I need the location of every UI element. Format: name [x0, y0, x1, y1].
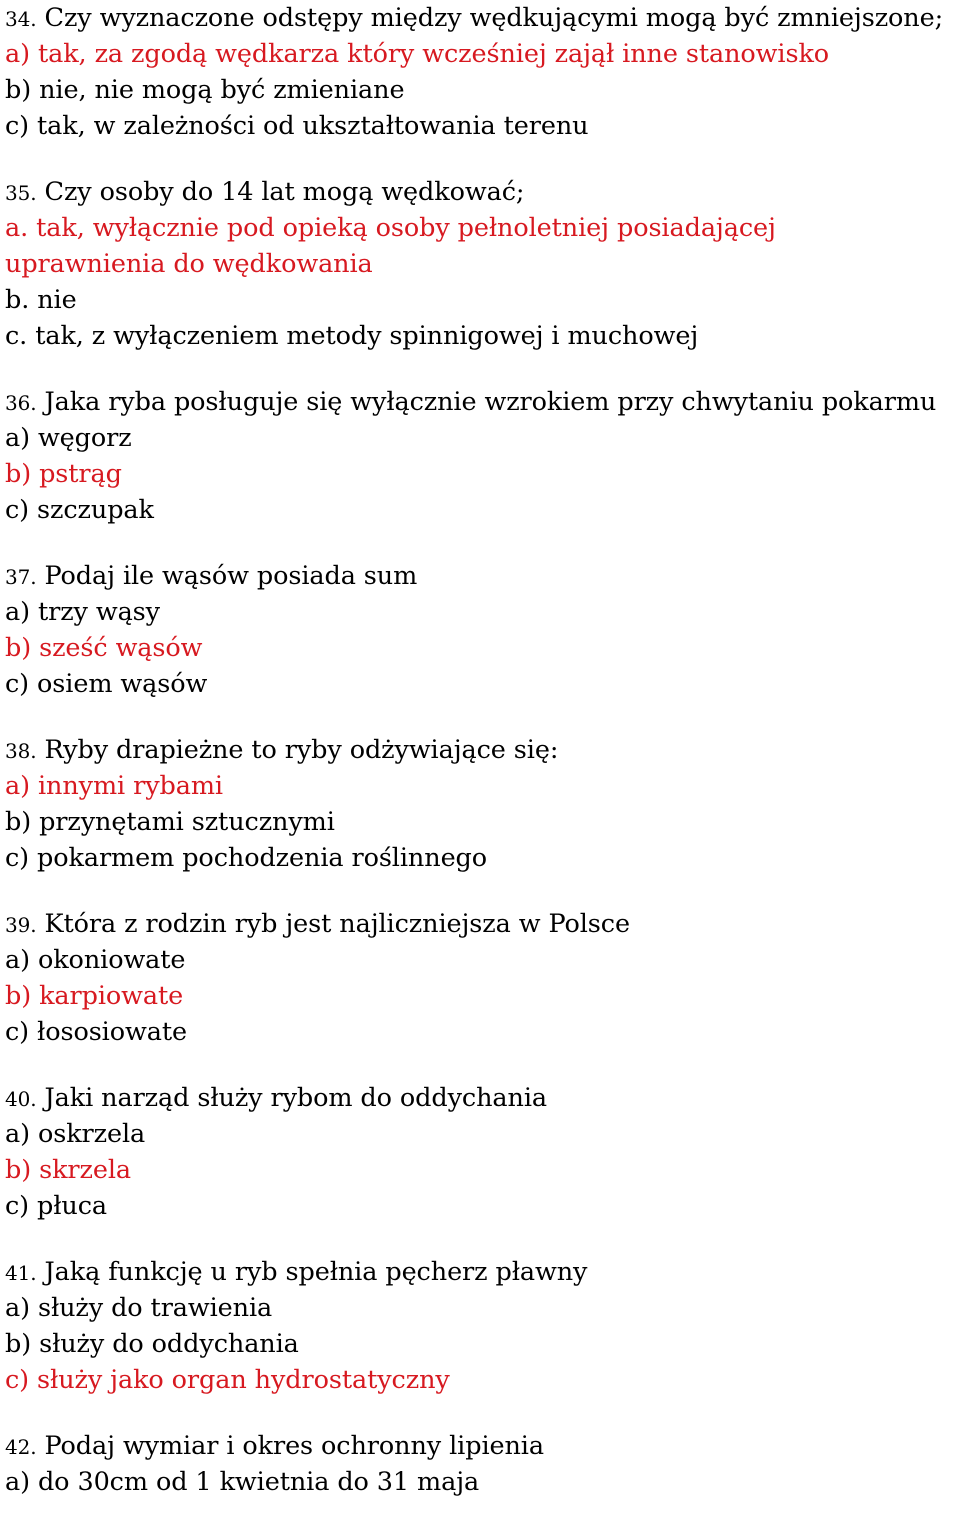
- question-number: 35.: [5, 181, 37, 205]
- question-41: [5, 1254, 960, 1398]
- question-text: Jaka ryba posługuje się wyłącznie wzrokiem przy chwytaniu pokarmu: [44, 387, 937, 417]
- question-text: Jaki narząd służy rybom do oddychania: [44, 1083, 548, 1113]
- answer-b: b) przynętami sztucznymi: [5, 807, 335, 837]
- question-text: Czy osoby do 14 lat mogą wędkować;: [44, 177, 525, 207]
- question-34: [5, 0, 960, 144]
- question-text: Czy wyznaczone odstępy między wędkującymi mogą być zmniejszone;: [44, 3, 944, 33]
- answer-c: c. tak, z wyłączeniem metody spinnigowej i muchowej: [5, 321, 699, 351]
- answer-a: a) okoniowate: [5, 945, 186, 975]
- answer-a-correct: a) tak, za zgodą wędkarza który wcześniej zajął inne stanowisko: [5, 39, 830, 69]
- question-text: Ryby drapieżne to ryby odżywiające się:: [44, 735, 559, 765]
- question-40: [5, 1080, 960, 1224]
- answer-c: c) pokarmem pochodzenia roślinnego: [5, 843, 488, 873]
- answer-b: b. nie: [5, 285, 77, 315]
- question-text: Która z rodzin ryb jest najliczniejsza w Polsce: [44, 909, 630, 939]
- question-title: [5, 1428, 960, 1464]
- answer-b-correct: b) pstrąg: [5, 459, 122, 489]
- answer-b: b) służy do oddychania: [5, 1329, 299, 1359]
- answer-a-correct: a) innymi rybami: [5, 771, 223, 801]
- question-text: Podaj ile wąsów posiada sum: [44, 561, 418, 591]
- question-36: [5, 384, 960, 528]
- question-35: [5, 174, 960, 354]
- question-42: [5, 1428, 960, 1500]
- question-text: Jaką funkcję u ryb spełnia pęcherz pławny: [44, 1257, 588, 1287]
- answer-b-correct: b) skrzela: [5, 1155, 131, 1185]
- answer-c: c) tak, w zależności od ukształtowania terenu: [5, 111, 589, 141]
- answer-c: c) osiem wąsów: [5, 669, 208, 699]
- question-text: Podaj wymiar i okres ochronny lipienia: [44, 1431, 544, 1461]
- quiz-document: [5, 0, 960, 1530]
- answer-b-correct: b) sześć wąsów: [5, 633, 203, 663]
- answer-a: a) węgorz: [5, 423, 132, 453]
- question-title: [5, 1254, 960, 1290]
- question-title: [5, 732, 960, 768]
- question-37: [5, 558, 960, 702]
- answer-c: c) szczupak: [5, 495, 154, 525]
- answer-a: a) trzy wąsy: [5, 597, 160, 627]
- question-title: [5, 384, 960, 420]
- question-title: [5, 174, 960, 210]
- question-38: [5, 732, 960, 876]
- question-number: 37.: [5, 565, 37, 589]
- question-number: 42.: [5, 1435, 37, 1459]
- answer-a-correct-continued: uprawnienia do wędkowania: [5, 249, 373, 279]
- answer-c: c) płuca: [5, 1191, 108, 1221]
- question-39: [5, 906, 960, 1050]
- answer-c-correct: c) służy jako organ hydrostatyczny: [5, 1365, 450, 1395]
- question-title: [5, 0, 960, 36]
- answer-b: b) nie, nie mogą być zmieniane: [5, 75, 405, 105]
- question-number: 38.: [5, 739, 37, 763]
- question-number: 39.: [5, 913, 37, 937]
- answer-a: a) oskrzela: [5, 1119, 146, 1149]
- answer-b-correct: b) karpiowate: [5, 981, 184, 1011]
- question-number: 34.: [5, 7, 37, 31]
- question-title: [5, 906, 960, 942]
- answer-c: c) łososiowate: [5, 1017, 187, 1047]
- answer-a-correct: a. tak, wyłącznie pod opieką osoby pełnoletniej posiadającej: [5, 213, 776, 243]
- question-title: [5, 558, 960, 594]
- answer-a: a) służy do trawienia: [5, 1293, 273, 1323]
- answer-a: a) do 30cm od 1 kwietnia do 31 maja: [5, 1467, 480, 1497]
- question-number: 36.: [5, 391, 37, 415]
- question-number: 41.: [5, 1261, 37, 1285]
- question-number: 40.: [5, 1087, 37, 1111]
- question-title: [5, 1080, 960, 1116]
